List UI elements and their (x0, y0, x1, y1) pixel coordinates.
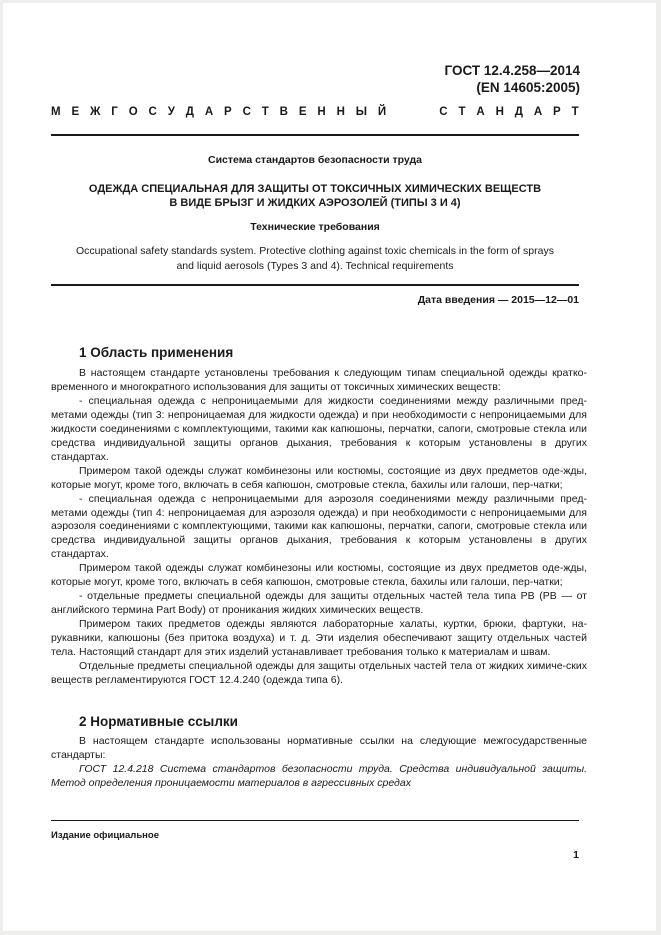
section-1-paragraph: Примером таких предметов одежды являются лабораторные халаты, куртки, брюки, фартуки, на-рукавники, капюшоны (без притока воздуха) и т. д. Эти изделия обеспечивают защиту отдельных частей тела. Настоящий стандарт для этих изделий устанавливает требования только к материалам и швам. (51, 618, 587, 659)
interstate-letter (425, 106, 428, 118)
interstate-letter: С (439, 106, 448, 118)
standards-series-title: Система стандартов безопасности труда (207, 154, 423, 166)
document-page (3, 3, 656, 931)
interstate-letter: Р (224, 106, 232, 118)
interstate-letter: Р (553, 106, 561, 118)
official-edition-label: Издание официальное (51, 830, 159, 841)
interstate-letter: У (167, 106, 175, 118)
interstate-letter: А (204, 106, 214, 118)
interstate-letter: М (51, 106, 61, 118)
title-rule (51, 284, 579, 286)
interstate-letter: Т (571, 106, 579, 118)
interstate-letter: Й (377, 106, 387, 118)
section-1-body (51, 367, 587, 688)
interstate-letter: Т (458, 106, 466, 118)
interstate-letter: С (148, 106, 157, 118)
interstate-letter: Н (317, 106, 326, 118)
section-1-paragraph: - специальная одежда с непроницаемыми для жидкости соединениями между различными пред-метами одежды (тип 3: непроницаемая для жидкости одежда) и при необходимости с непроницаемыми для жидкости соединениями с комплектующими, такими как капюшоны, перчатки, сапоги, смотровые стекла или средства индивидуальной защиты органов дыхания, требования к которым установлены в других стандартах. (51, 394, 587, 463)
introduction-date: Дата введения — 2015—12—01 (417, 294, 579, 306)
footer-rule (51, 820, 579, 821)
document-title-line-1: ОДЕЖДА СПЕЦИАЛЬНАЯ ДЛЯ ЗАЩИТЫ ОТ ТОКСИЧНЫХ ХИМИЧЕСКИХ ВЕЩЕСТВ (88, 183, 542, 195)
section-1-paragraph: - специальная одежда с непроницаемыми для аэрозоля соединениями между различными пред-метами одежды (тип 4: непроницаемая для аэрозоля одежда) и при необходимости с непроницаемыми для аэрозоля соединениями с комплектующими, такими как капюшоны, перчатки, сапоги, смотровые стекла или средства индивидуальной защиты органов дыхания, требования к которым установлены в других стандартах. (51, 492, 587, 561)
section-2-heading: 2 Нормативные ссылки (79, 714, 238, 729)
interstate-standard-banner (51, 106, 579, 118)
page-number: 1 (573, 849, 579, 861)
interstate-letter: А (476, 106, 485, 118)
section-1-paragraph: Примером такой одежды служат комбинезоны или костюмы, состоящие из двух предметов оде-жды, которые могут, кроме того, включать в себя капюшон, смотровые стекла, бахилы или галоши, пер-чатки; (51, 464, 587, 491)
interstate-letter: Е (71, 106, 80, 118)
interstate-letter: Н (336, 106, 345, 118)
interstate-letter: В (279, 106, 288, 118)
interstate-letter: Г (111, 106, 118, 118)
section-1-heading: 1 Область применения (79, 345, 234, 360)
interstate-letter (411, 106, 414, 118)
section-2-paragraph: В настоящем стандарте использованы нормативные ссылки на следующие межгосударственные стандарты: (51, 735, 587, 761)
section-1-paragraph: Примером такой одежды служат комбинезоны или костюмы, состоящие из двух предметов оде-жды, которые могут, кроме того, включать в себя капюшон, смотровые стекла, бахилы или галоши, пер-чатки; (51, 562, 587, 589)
interstate-letter: Т (261, 106, 269, 118)
interstate-letter: Ж (90, 106, 101, 118)
interstate-letter: Е (298, 106, 307, 118)
interstate-letter (397, 106, 400, 118)
document-subtitle: Технические требования (250, 221, 380, 233)
section-1-paragraph: - отдельные предметы специальной одежды для защиты отдельных частей тела типа PB (PB — от английского термина Part Body) от проникания жидких химических веществ. (51, 590, 587, 617)
english-title-line-1: Occupational safety standards system. Protective clothing against toxic chemicals in the form of sprays (76, 245, 554, 257)
header-rule (51, 134, 579, 136)
interstate-letter: С (242, 106, 251, 118)
section-1-paragraph: Отдельные предметы специальной одежды для защиты отдельных частей тела от жидких химиче-ских веществ регламентируются ГОСТ 12.4.240 (одежда типа 6). (51, 660, 587, 686)
interstate-letter: Ы (355, 106, 368, 118)
interstate-letter: Д (185, 106, 194, 118)
document-title (51, 182, 579, 210)
english-title (51, 244, 579, 274)
english-title-line-2: and liquid aerosols (Types 3 and 4). Technical requirements (176, 260, 454, 272)
gost-number-block (445, 62, 580, 96)
gost-number: ГОСТ 12.4.258—2014 (444, 63, 580, 78)
document-title-line-2: В ВИДЕ БРЫЗГ И ЖИДКИХ АЭРОЗОЛЕЙ (ТИПЫ 3 И 4) (169, 197, 461, 209)
normative-reference: ГОСТ 12.4.218 Система стандартов безопасности труда. Средства индивидуальной защиты. Метод определения проницаемости материалов в агрессивных средах (51, 762, 587, 789)
en-number: (EN 14605:2005) (476, 80, 580, 95)
interstate-letter: Д (514, 106, 523, 118)
interstate-letter: О (128, 106, 138, 118)
interstate-letter: А (533, 106, 543, 118)
interstate-letter: Н (495, 106, 504, 118)
section-2-body (51, 735, 587, 791)
section-1-paragraph: В настоящем стандарте установлены требования к следующим типам специальной одежды кратко-временного и многократного использования для защиты от токсичных химических веществ: (51, 367, 587, 393)
